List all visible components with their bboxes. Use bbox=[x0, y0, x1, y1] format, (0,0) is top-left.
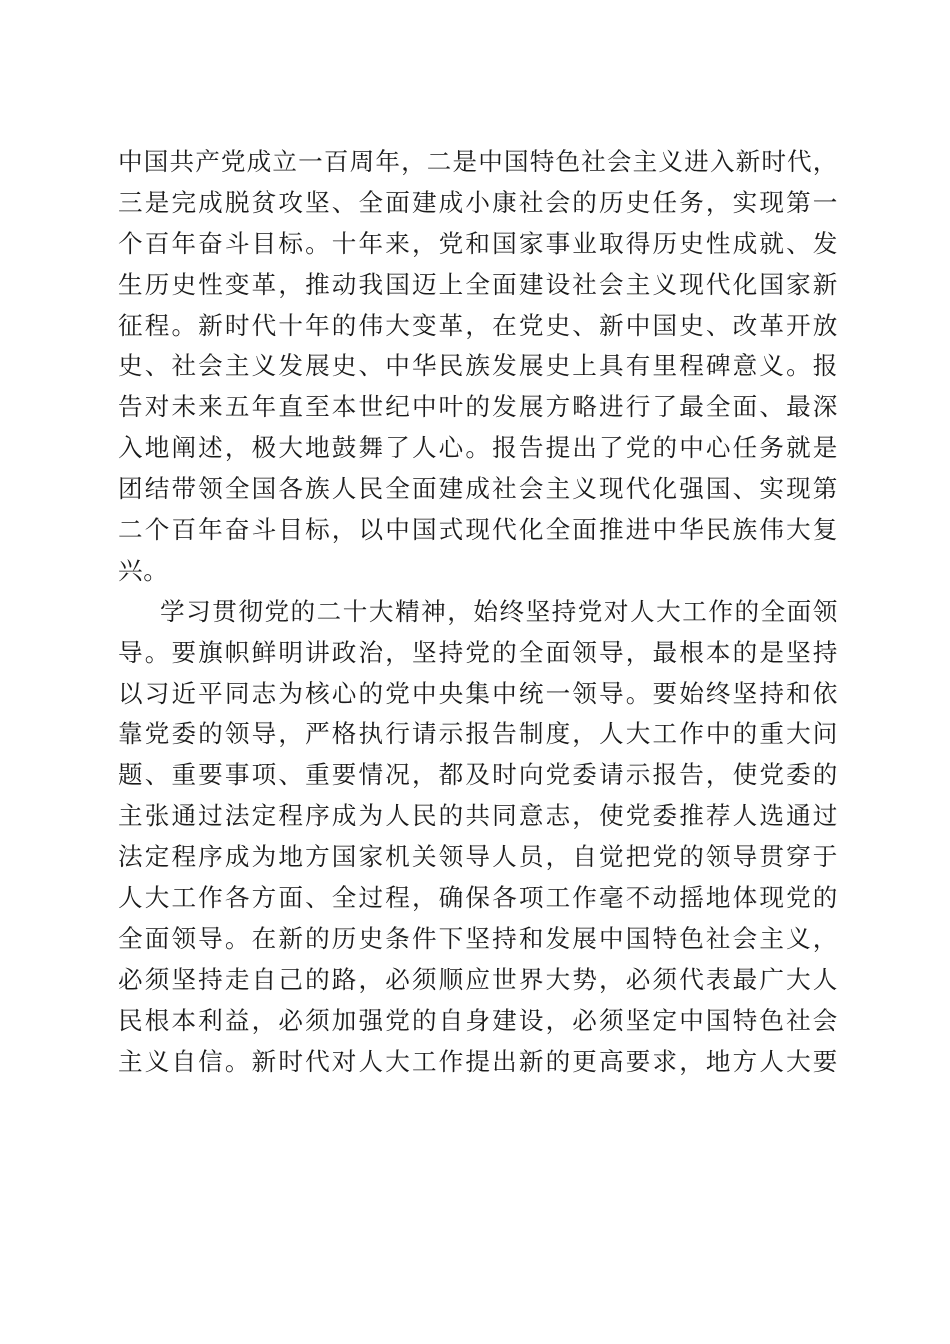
text-line: 民根本利益，必须加强党的自身建设，必须坚定中国特色社会 bbox=[118, 1005, 838, 1035]
paragraph-1 bbox=[118, 142, 838, 592]
text-line: 导。要旗帜鲜明讲政治，坚持党的全面领导，最根本的是坚持 bbox=[118, 637, 838, 667]
text-line: 征程。新时代十年的伟大变革，在党史、新中国史、改革开放 bbox=[118, 310, 838, 340]
text-line: 靠党委的领导，严格执行请示报告制度，人大工作中的重大问 bbox=[118, 719, 838, 749]
body-text bbox=[118, 142, 838, 1082]
text-line: 主义自信。新时代对人大工作提出新的更高要求，地方人大要 bbox=[118, 1046, 838, 1076]
text-line: 全面领导。在新的历史条件下坚持和发展中国特色社会主义， bbox=[118, 923, 838, 953]
text-line: 题、重要事项、重要情况，都及时向党委请示报告，使党委的 bbox=[118, 760, 838, 790]
text-line: 学习贯彻党的二十大精神，始终坚持党对人大工作的全面领 bbox=[160, 596, 838, 626]
text-line: 主张通过法定程序成为人民的共同意志，使党委推荐人选通过 bbox=[118, 801, 838, 831]
text-line: 生历史性变革，推动我国迈上全面建设社会主义现代化国家新 bbox=[118, 269, 838, 299]
text-line: 二个百年奋斗目标，以中国式现代化全面推进中华民族伟大复 bbox=[118, 515, 838, 545]
text-line: 三是完成脱贫攻坚、全面建成小康社会的历史任务，实现第一 bbox=[118, 187, 838, 217]
text-line: 中国共产党成立一百周年，二是中国特色社会主义进入新时代， bbox=[118, 147, 838, 176]
text-line: 以习近平同志为核心的党中央集中统一领导。要始终坚持和依 bbox=[118, 678, 838, 708]
text-line: 入地阐述，极大地鼓舞了人心。报告提出了党的中心任务就是 bbox=[118, 433, 838, 463]
text-line: 法定程序成为地方国家机关领导人员，自觉把党的领导贯穿于 bbox=[118, 842, 838, 872]
text-line: 团结带领全国各族人民全面建成社会主义现代化强国、实现第 bbox=[118, 474, 838, 504]
text-line: 人大工作各方面、全过程，确保各项工作毫不动摇地体现党的 bbox=[118, 883, 838, 913]
text-line: 兴。 bbox=[118, 555, 169, 585]
text-line: 必须坚持走自己的路，必须顺应世界大势，必须代表最广大人 bbox=[118, 964, 838, 994]
text-line: 史、社会主义发展史、中华民族发展史上具有里程碑意义。报 bbox=[118, 351, 838, 381]
paragraph-2 bbox=[118, 592, 838, 1083]
text-line: 个百年奋斗目标。十年来，党和国家事业取得历史性成就、发 bbox=[118, 228, 838, 258]
text-line: 告对未来五年直至本世纪中叶的发展方略进行了最全面、最深 bbox=[118, 392, 838, 422]
